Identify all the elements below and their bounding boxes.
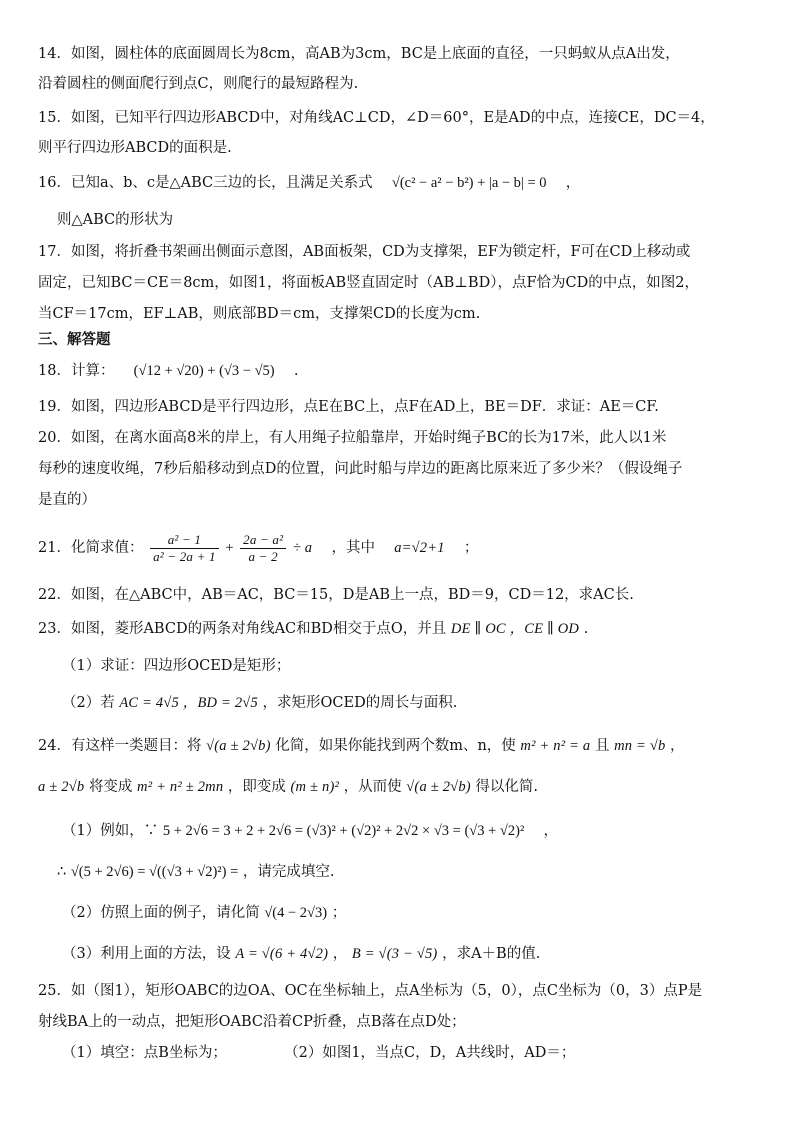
radical-a-2sqrtb: √(a ± 2√b) bbox=[206, 738, 271, 754]
part-2-label: （2）若 bbox=[62, 695, 115, 711]
problem-18-text: 18．计算： bbox=[38, 363, 115, 379]
part-1-comma: ， bbox=[543, 823, 559, 839]
part-2-question: ，求矩形OCED的周长与面积. bbox=[262, 695, 458, 711]
problem-16-punct: ， bbox=[565, 175, 581, 191]
fill-in-text: ，请完成填空. bbox=[242, 864, 335, 880]
definition-B: B = √(3 − √5) bbox=[351, 946, 438, 962]
problem-25-part-1: （1）填空：点B坐标为； bbox=[62, 1045, 227, 1061]
problem-24-text-2: 化简，如果你能找到两个数m、n，使 bbox=[275, 738, 516, 754]
problem-14-line-1: 14．如图，圆柱体的底面圆周长为8cm，高AB为3cm，BC是上底面的直径，一只蚂蚁从点A出发， bbox=[38, 46, 680, 62]
part-3-text: （3）利用上面的方法，设 bbox=[62, 946, 231, 962]
part-2-punct: ； bbox=[331, 905, 347, 921]
problem-24-part-3 bbox=[62, 944, 760, 964]
problem-24-part-2 bbox=[62, 903, 760, 923]
problem-20-line-3: 是直的） bbox=[38, 492, 96, 508]
plus-sign: + bbox=[225, 540, 234, 556]
therefore-symbol: ∴ bbox=[57, 864, 67, 880]
problem-21-fraction-2 bbox=[240, 532, 286, 565]
problem-23-part-2 bbox=[62, 693, 760, 713]
problem-21-a-value: a=√2+1 bbox=[394, 540, 445, 556]
part-2-radical: √(4 − 2√3) bbox=[264, 905, 328, 921]
problem-24-intro: 24．有这样一类题目：将 bbox=[38, 738, 202, 754]
problem-25-part-2: （2）如图1，当点C，D，A共线时，AD＝； bbox=[284, 1045, 576, 1061]
part-2-text: （2）仿照上面的例子，请化简 bbox=[62, 905, 260, 921]
part-3-comma: ， bbox=[332, 946, 348, 962]
problem-18-formula: (√12 + √20) + (√3 − √5) bbox=[133, 363, 275, 379]
problem-25-line-3 bbox=[62, 1043, 760, 1063]
fraction-1-numerator: a² − 1 bbox=[150, 532, 219, 549]
problem-20-line-2: 每秒的速度收绳，7秒后船移动到点D的位置，问此时船与岸边的距离比原来近了多少米？（假设绳子 bbox=[38, 461, 683, 477]
fraction-2-denominator: a − 2 bbox=[248, 548, 278, 564]
problem-20-line-1: 20．如图，在离水面高8米的岸上，有人用绳子拉船靠岸，开始时绳子BC的长为17米，此人以1米 bbox=[38, 430, 667, 446]
text-becomes: 将变成 bbox=[88, 779, 133, 795]
problem-16-line-2: 则△ABC的形状为 bbox=[57, 212, 174, 228]
condition-sum-squares: m² + n² = a bbox=[520, 738, 591, 754]
problem-23-text: 23．如图，菱形ABCD的两条对角线AC和BD相交于点O，并且 bbox=[38, 621, 447, 637]
part-1-identity: 5 + 2√6 = 3 + 2 + 2√6 = (√3)² + (√2)² + 2√2 × √3 = (√3 + √2)² bbox=[162, 823, 525, 839]
fraction-2-numerator: 2a − a² bbox=[240, 532, 286, 549]
problem-16-line-1 bbox=[38, 173, 760, 193]
problem-24-therefore bbox=[57, 862, 760, 882]
problem-23-parallel-conditions: DE ∥ OC ，CE ∥ OD bbox=[450, 621, 580, 637]
problem-23-part-1: （1）求证：四边形OCED是矩形； bbox=[62, 658, 291, 674]
problem-25-line-1: 25．如（图1），矩形OABC的边OA、OC在坐标轴上，点A坐标为（5，0），点C坐标为（0，3）点P是 bbox=[38, 983, 703, 999]
expr-m2-n2-2mn: m² + n² ± 2mn bbox=[137, 779, 224, 795]
problem-21-line bbox=[38, 530, 760, 566]
text-simplified: 得以化简. bbox=[475, 779, 539, 795]
problem-14-line-2: 沿着圆柱的侧面爬行到点C，则爬行的最短路程为. bbox=[38, 76, 359, 92]
part-3-question: ，求A＋B的值. bbox=[442, 946, 541, 962]
part-2-given: AC = 4√5 ，BD = 2√5 bbox=[119, 695, 258, 711]
problem-25-line-2: 射线BA上的一动点，把矩形OABC沿着CP折叠，点B落在点D处； bbox=[38, 1014, 466, 1030]
problem-15-line-1: 15．如图，已知平行四边形ABCD中，对角线AC⊥CD，∠D＝60°，E是AD的中点，连接CE，DC＝4， bbox=[38, 110, 715, 126]
definition-A: A = √(6 + 4√2) bbox=[235, 946, 329, 962]
problem-21-where: ，其中 bbox=[331, 540, 375, 556]
problem-17-line-3: 当CF＝17cm，EF⊥AB，则底部BD＝cm，支撑架CD的长度为cm. bbox=[38, 306, 481, 322]
problem-24-comma: ， bbox=[670, 738, 685, 754]
problem-17-line-2: 固定，已知BC＝CE＝8cm，如图1，将面板AB竖直固定时（AB⊥BD），点F恰为CD的中点，如图2， bbox=[38, 275, 699, 291]
condition-product: mn = √b bbox=[614, 738, 666, 754]
problem-24-line-2 bbox=[38, 777, 760, 797]
text-namely: ，即变成 bbox=[227, 779, 286, 795]
therefore-expression: √(5 + 2√6) = √((√3 + √2)²) = bbox=[70, 864, 239, 880]
problem-22-line: 22．如图，在△ABC中，AB＝AC，BC＝15，D是AB上一点，BD＝9，CD＝12，求AC长. bbox=[38, 587, 634, 603]
problem-18-punct: . bbox=[293, 363, 299, 379]
problem-23-line-1 bbox=[38, 619, 760, 639]
problem-18-line bbox=[38, 361, 760, 381]
part-1-label: （1）例如，∵ bbox=[62, 823, 159, 839]
expr-radical: √(a ± 2√b) bbox=[406, 779, 471, 795]
problem-16-formula: √(c² − a² − b²) + |a − b| = 0 bbox=[391, 175, 547, 191]
problem-21-text: 21．化简求值： bbox=[38, 540, 144, 556]
text-so-that: ，从而使 bbox=[343, 779, 402, 795]
fraction-1-denominator: a² − 2a + 1 bbox=[153, 548, 216, 564]
problem-21-fraction-1 bbox=[150, 532, 219, 565]
problem-24-line-1 bbox=[38, 736, 760, 756]
problem-24-part-1 bbox=[62, 821, 760, 841]
problem-21-punct: ； bbox=[463, 540, 479, 556]
problem-16-text: 16．已知a、b、c是△ABC三边的长，且满足关系式 bbox=[38, 175, 373, 191]
problem-24-and: 且 bbox=[594, 738, 610, 754]
problem-23-punct: . bbox=[583, 621, 589, 637]
problem-19-line: 19．如图，四边形ABCD是平行四边形，点E在BC上，点F在AD上，BE＝DF．求证：AE＝CF. bbox=[38, 399, 659, 415]
expr-m-pm-n-squared: (m ± n)² bbox=[290, 779, 340, 795]
expr-a-2sqrtb: a ± 2√b bbox=[38, 779, 85, 795]
problem-15-line-2: 则平行四边形ABCD的面积是. bbox=[38, 140, 232, 156]
division-term: ÷ a bbox=[292, 540, 313, 556]
section-heading-solutions: 三、解答题 bbox=[38, 332, 111, 348]
problem-17-line-1: 17．如图，将折叠书架画出侧面示意图，AB面板架，CD为支撑架，EF为锁定杆，F可在CD上移动或 bbox=[38, 244, 691, 260]
